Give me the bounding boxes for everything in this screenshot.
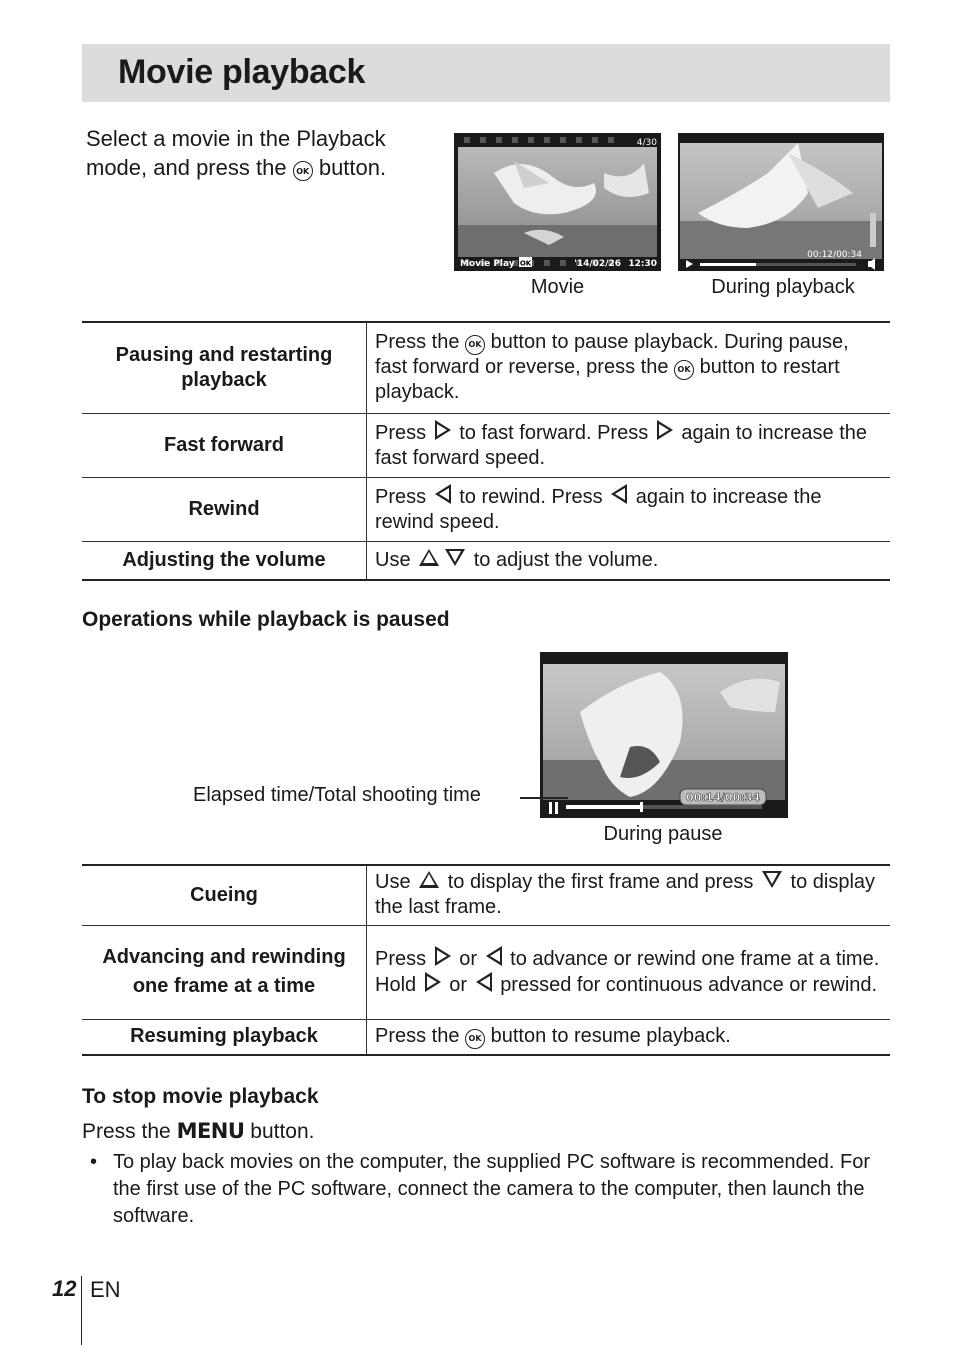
table-row [82, 925, 890, 1019]
footer-divider [81, 1276, 82, 1345]
desc-text: to adjust the volume. [473, 548, 659, 571]
desc-text: button to restart playback. [375, 356, 840, 404]
table-row [82, 541, 890, 580]
paused-section-heading: Operations while playback is paused [82, 608, 450, 631]
desc-text: to advance or rewind one frame at a time. Hold [375, 948, 880, 996]
stop-text: Press the [82, 1120, 171, 1143]
desc-text: or [459, 948, 478, 970]
ok-button-icon: OK [465, 1029, 485, 1049]
desc-text: Press [375, 421, 427, 444]
pause-caption: During pause [603, 823, 723, 845]
table-row [82, 322, 890, 413]
movie-play-label: Movie Play [460, 259, 515, 269]
row-desc [367, 1019, 891, 1055]
movie-counter: 4/30 [636, 138, 657, 148]
desc-text: to rewind. Press [459, 485, 603, 508]
playback-screen [678, 133, 884, 271]
movie-date: '14/02/26 [574, 259, 621, 269]
ok-button-icon: OK [674, 360, 694, 380]
row-desc [367, 865, 891, 925]
movie-ok-badge: OK [519, 259, 532, 268]
down-arrow-icon [445, 549, 465, 566]
desc-text: button to resume playback. [490, 1025, 731, 1048]
desc-text: Press the [375, 331, 460, 354]
desc-text: to fast forward. Press [459, 421, 649, 444]
table-row [82, 1019, 890, 1055]
page-title: Movie playback [118, 53, 366, 91]
row-desc [367, 541, 891, 580]
row-head: Rewind [82, 477, 367, 541]
page-number: 12 [52, 1276, 77, 1301]
desc-text: Use [375, 871, 411, 894]
row-head: Adjusting the volume [82, 541, 367, 580]
right-arrow-icon [435, 420, 451, 440]
left-arrow-icon [476, 972, 492, 992]
stop-text: button. [250, 1120, 315, 1143]
playback-time: 00:12/00:34 [807, 250, 862, 260]
intro-line2-pre: mode, and press the [86, 155, 287, 180]
row-head: Fast forward [82, 413, 367, 477]
callout-line [520, 797, 568, 799]
table-row [82, 865, 890, 925]
intro-line1: Select a movie in the Playback [86, 126, 386, 151]
down-arrow-icon [762, 871, 782, 888]
desc-text: or [449, 974, 468, 996]
pause-time: 00:14/00:34 [685, 791, 761, 804]
row-desc [367, 925, 891, 1019]
right-arrow-icon [435, 946, 451, 966]
movie-caption: Movie [530, 276, 585, 298]
left-arrow-icon [611, 484, 627, 504]
title-bar [82, 44, 890, 102]
row-desc [367, 477, 891, 541]
desc-text: again to increase the fast forward speed. [375, 421, 868, 469]
intro-text [86, 124, 446, 182]
desc-text: Use [375, 548, 411, 571]
desc-text: to display the last frame. [375, 871, 876, 919]
movie-time: 12:30 [628, 259, 657, 269]
stop-instruction [82, 1119, 315, 1144]
language-label: EN [90, 1277, 121, 1302]
playback-screen-graphic [678, 133, 884, 271]
row-head: Resuming playback [82, 1019, 367, 1055]
intro-line2-post: button. [318, 155, 387, 180]
desc-text: Press [375, 948, 427, 970]
playback-caption: During playback [711, 276, 855, 298]
pause-icon [549, 802, 552, 814]
callout-label: Elapsed time/Total shooting time [193, 784, 481, 806]
pause-screen-graphic [540, 652, 788, 818]
bullet-text: To play back movies on the computer, the supplied PC software is recommended. For the first use of the PC software, connect the camera to the computer, then launch the software. [113, 1151, 871, 1227]
pause-screen [540, 652, 788, 818]
desc-text: again to increase the rewind speed. [375, 485, 822, 533]
paused-operations-table [82, 864, 890, 1056]
ok-button-icon: OK [293, 161, 313, 181]
desc-text: to display the first frame and press [447, 871, 754, 894]
left-arrow-icon [435, 484, 451, 504]
up-arrow-icon [419, 549, 439, 566]
playback-operations-table [82, 321, 890, 581]
bullet-marker: • [90, 1151, 98, 1173]
row-desc [367, 413, 891, 477]
desc-text: pressed for continuous advance or rewind. [500, 974, 878, 996]
table-row [82, 413, 890, 477]
movie-screen-graphic [454, 133, 661, 271]
row-desc [367, 322, 891, 413]
right-arrow-icon [425, 972, 441, 992]
movie-screen [454, 133, 661, 271]
row-head: Advancing and rewinding one frame at a time [82, 925, 367, 1019]
desc-text: Press [375, 485, 427, 508]
desc-text: button to pause playback. During pause, fast forward or reverse, press the [375, 331, 849, 379]
left-arrow-icon [486, 946, 502, 966]
ok-button-icon: OK [465, 335, 485, 355]
row-head: Pausing and restarting playback [82, 322, 367, 413]
right-arrow-icon [657, 420, 673, 440]
stop-heading: To stop movie playback [82, 1085, 319, 1108]
row-head: Cueing [82, 865, 367, 925]
up-arrow-icon [419, 871, 439, 888]
table-row [82, 477, 890, 541]
desc-text: Press the [375, 1025, 460, 1048]
menu-button-label: MENU [176, 1119, 245, 1143]
